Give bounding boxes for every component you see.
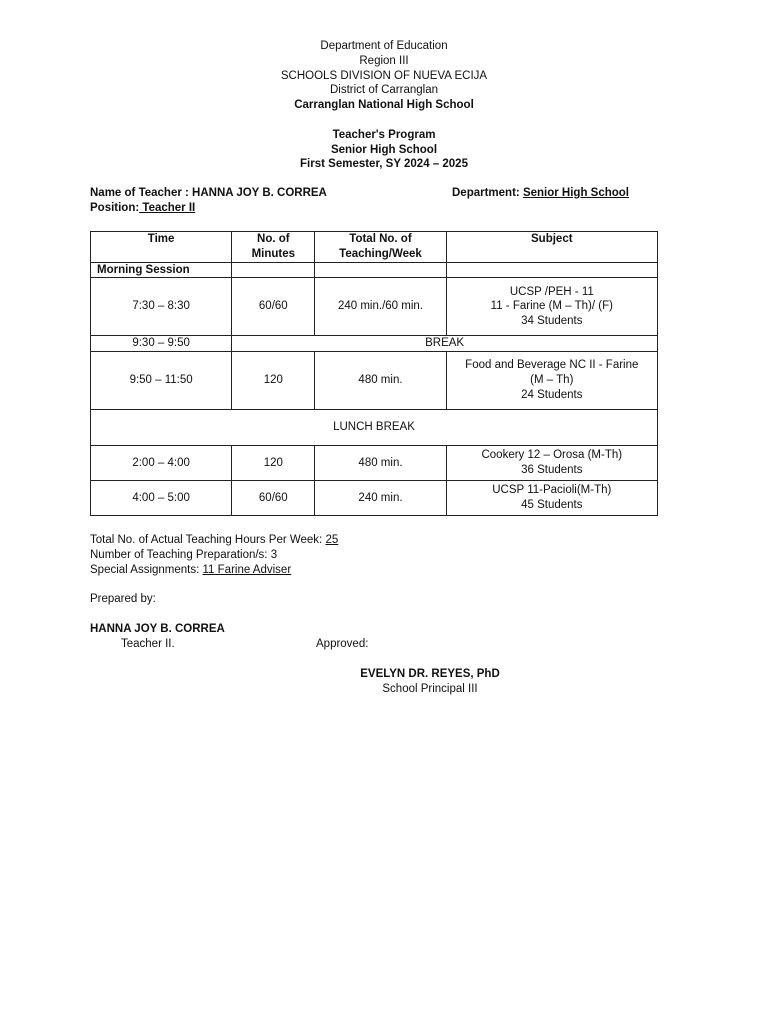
minutes-cell: 60/60 — [232, 481, 315, 516]
region-line: Region III — [359, 54, 409, 67]
semester-line: First Semester, SY 2024 – 2025 — [300, 158, 468, 171]
subject-line: UCSP /PEH - 11 — [509, 285, 594, 298]
total-cell: 240 min./60 min. — [315, 278, 446, 336]
subject-line: (M – Th) — [530, 374, 574, 387]
total-cell: 240 min. — [315, 481, 446, 516]
table-row — [91, 446, 658, 481]
break-label: BREAK — [232, 336, 658, 352]
principal-signature — [330, 667, 530, 697]
time-cell: 4:00 – 5:00 — [91, 481, 232, 516]
header-time: Time — [91, 232, 232, 263]
department-info — [452, 186, 629, 201]
subject-line: 36 Students — [521, 464, 583, 477]
table-cell — [232, 262, 315, 278]
session-row — [91, 262, 658, 278]
subject-line: 34 Students — [521, 315, 583, 328]
subject-cell — [446, 481, 657, 516]
teacher-signature-title: Teacher II. — [121, 638, 175, 650]
department-value: Senior High School — [522, 187, 629, 199]
position-line — [90, 201, 195, 216]
principal-title: School Principal III — [382, 683, 478, 695]
table-cell — [315, 262, 446, 278]
header-minutes: No. of Minutes — [232, 232, 315, 263]
minutes-cell: 60/60 — [232, 278, 315, 336]
subject-line: 24 Students — [521, 389, 583, 402]
header-subject: Subject — [446, 232, 657, 263]
time-cell: 9:50 – 11:50 — [91, 352, 232, 410]
header-spacer — [90, 113, 678, 128]
school-name: Carranglan National High School — [294, 99, 474, 112]
department-label: Department: — [452, 187, 523, 199]
table-row — [91, 481, 658, 516]
lunch-row — [91, 410, 658, 446]
subject-line: 11 - Farine (M – Th)/ (F) — [490, 300, 613, 313]
special-assignments-line — [90, 563, 338, 578]
morning-session-label: Morning Session — [91, 262, 232, 278]
lunch-break-label: LUNCH BREAK — [91, 410, 658, 446]
subject-line: Cookery 12 – Orosa (M-Th) — [481, 449, 623, 462]
summary-block — [90, 533, 338, 578]
minutes-cell: 120 — [232, 446, 315, 481]
subject-line: Food and Beverage NC II - Farine — [465, 359, 639, 372]
table-row — [91, 352, 658, 410]
total-cell: 480 min. — [315, 446, 446, 481]
break-time-cell: 9:30 – 9:50 — [91, 336, 232, 352]
special-assignments-label: Special Assignments: — [90, 564, 203, 576]
preparations-line: Number of Teaching Preparation/s: 3 — [90, 549, 278, 561]
department-line: Department of Education — [320, 40, 448, 52]
teacher-signature-name: HANNA JOY B. CORREA — [90, 623, 225, 635]
header-total: Total No. of Teaching/Week — [315, 232, 446, 263]
position-label: Position: — [90, 202, 140, 214]
division-line: SCHOOLS DIVISION OF NUEVA ECIJA — [280, 69, 488, 82]
minutes-cell: 120 — [232, 352, 315, 410]
total-cell: 480 min. — [315, 352, 446, 410]
subject-cell — [446, 278, 657, 336]
time-cell: 2:00 – 4:00 — [91, 446, 232, 481]
teacher-info-line — [90, 186, 650, 201]
program-title: Teacher's Program — [332, 128, 436, 141]
table-header-row — [91, 232, 658, 263]
special-assignments-value: 11 Farine Adviser — [202, 564, 292, 576]
table-cell — [446, 262, 657, 278]
document-header — [90, 39, 678, 172]
position-value: Teacher II — [139, 202, 196, 214]
subject-cell — [446, 446, 657, 481]
approved-label: Approved: — [316, 638, 369, 650]
teaching-hours-value: 25 — [325, 534, 339, 546]
teacher-name: Name of Teacher : HANNA JOY B. CORREA — [90, 187, 327, 199]
subject-cell — [446, 352, 657, 410]
schedule-table — [90, 231, 658, 516]
principal-name: EVELYN DR. REYES, PhD — [360, 668, 500, 680]
subject-line: UCSP 11-Pacioli(M-Th) — [492, 484, 612, 497]
subject-line: 45 Students — [521, 499, 583, 512]
time-cell: 7:30 – 8:30 — [91, 278, 232, 336]
teaching-hours-line — [90, 533, 338, 548]
break-row — [91, 336, 658, 352]
teaching-hours-label: Total No. of Actual Teaching Hours Per Week: — [90, 534, 326, 546]
program-level: Senior High School — [330, 143, 438, 156]
table-row — [91, 278, 658, 336]
district-line: District of Carranglan — [329, 84, 438, 97]
prepared-by-label: Prepared by: — [90, 593, 156, 605]
